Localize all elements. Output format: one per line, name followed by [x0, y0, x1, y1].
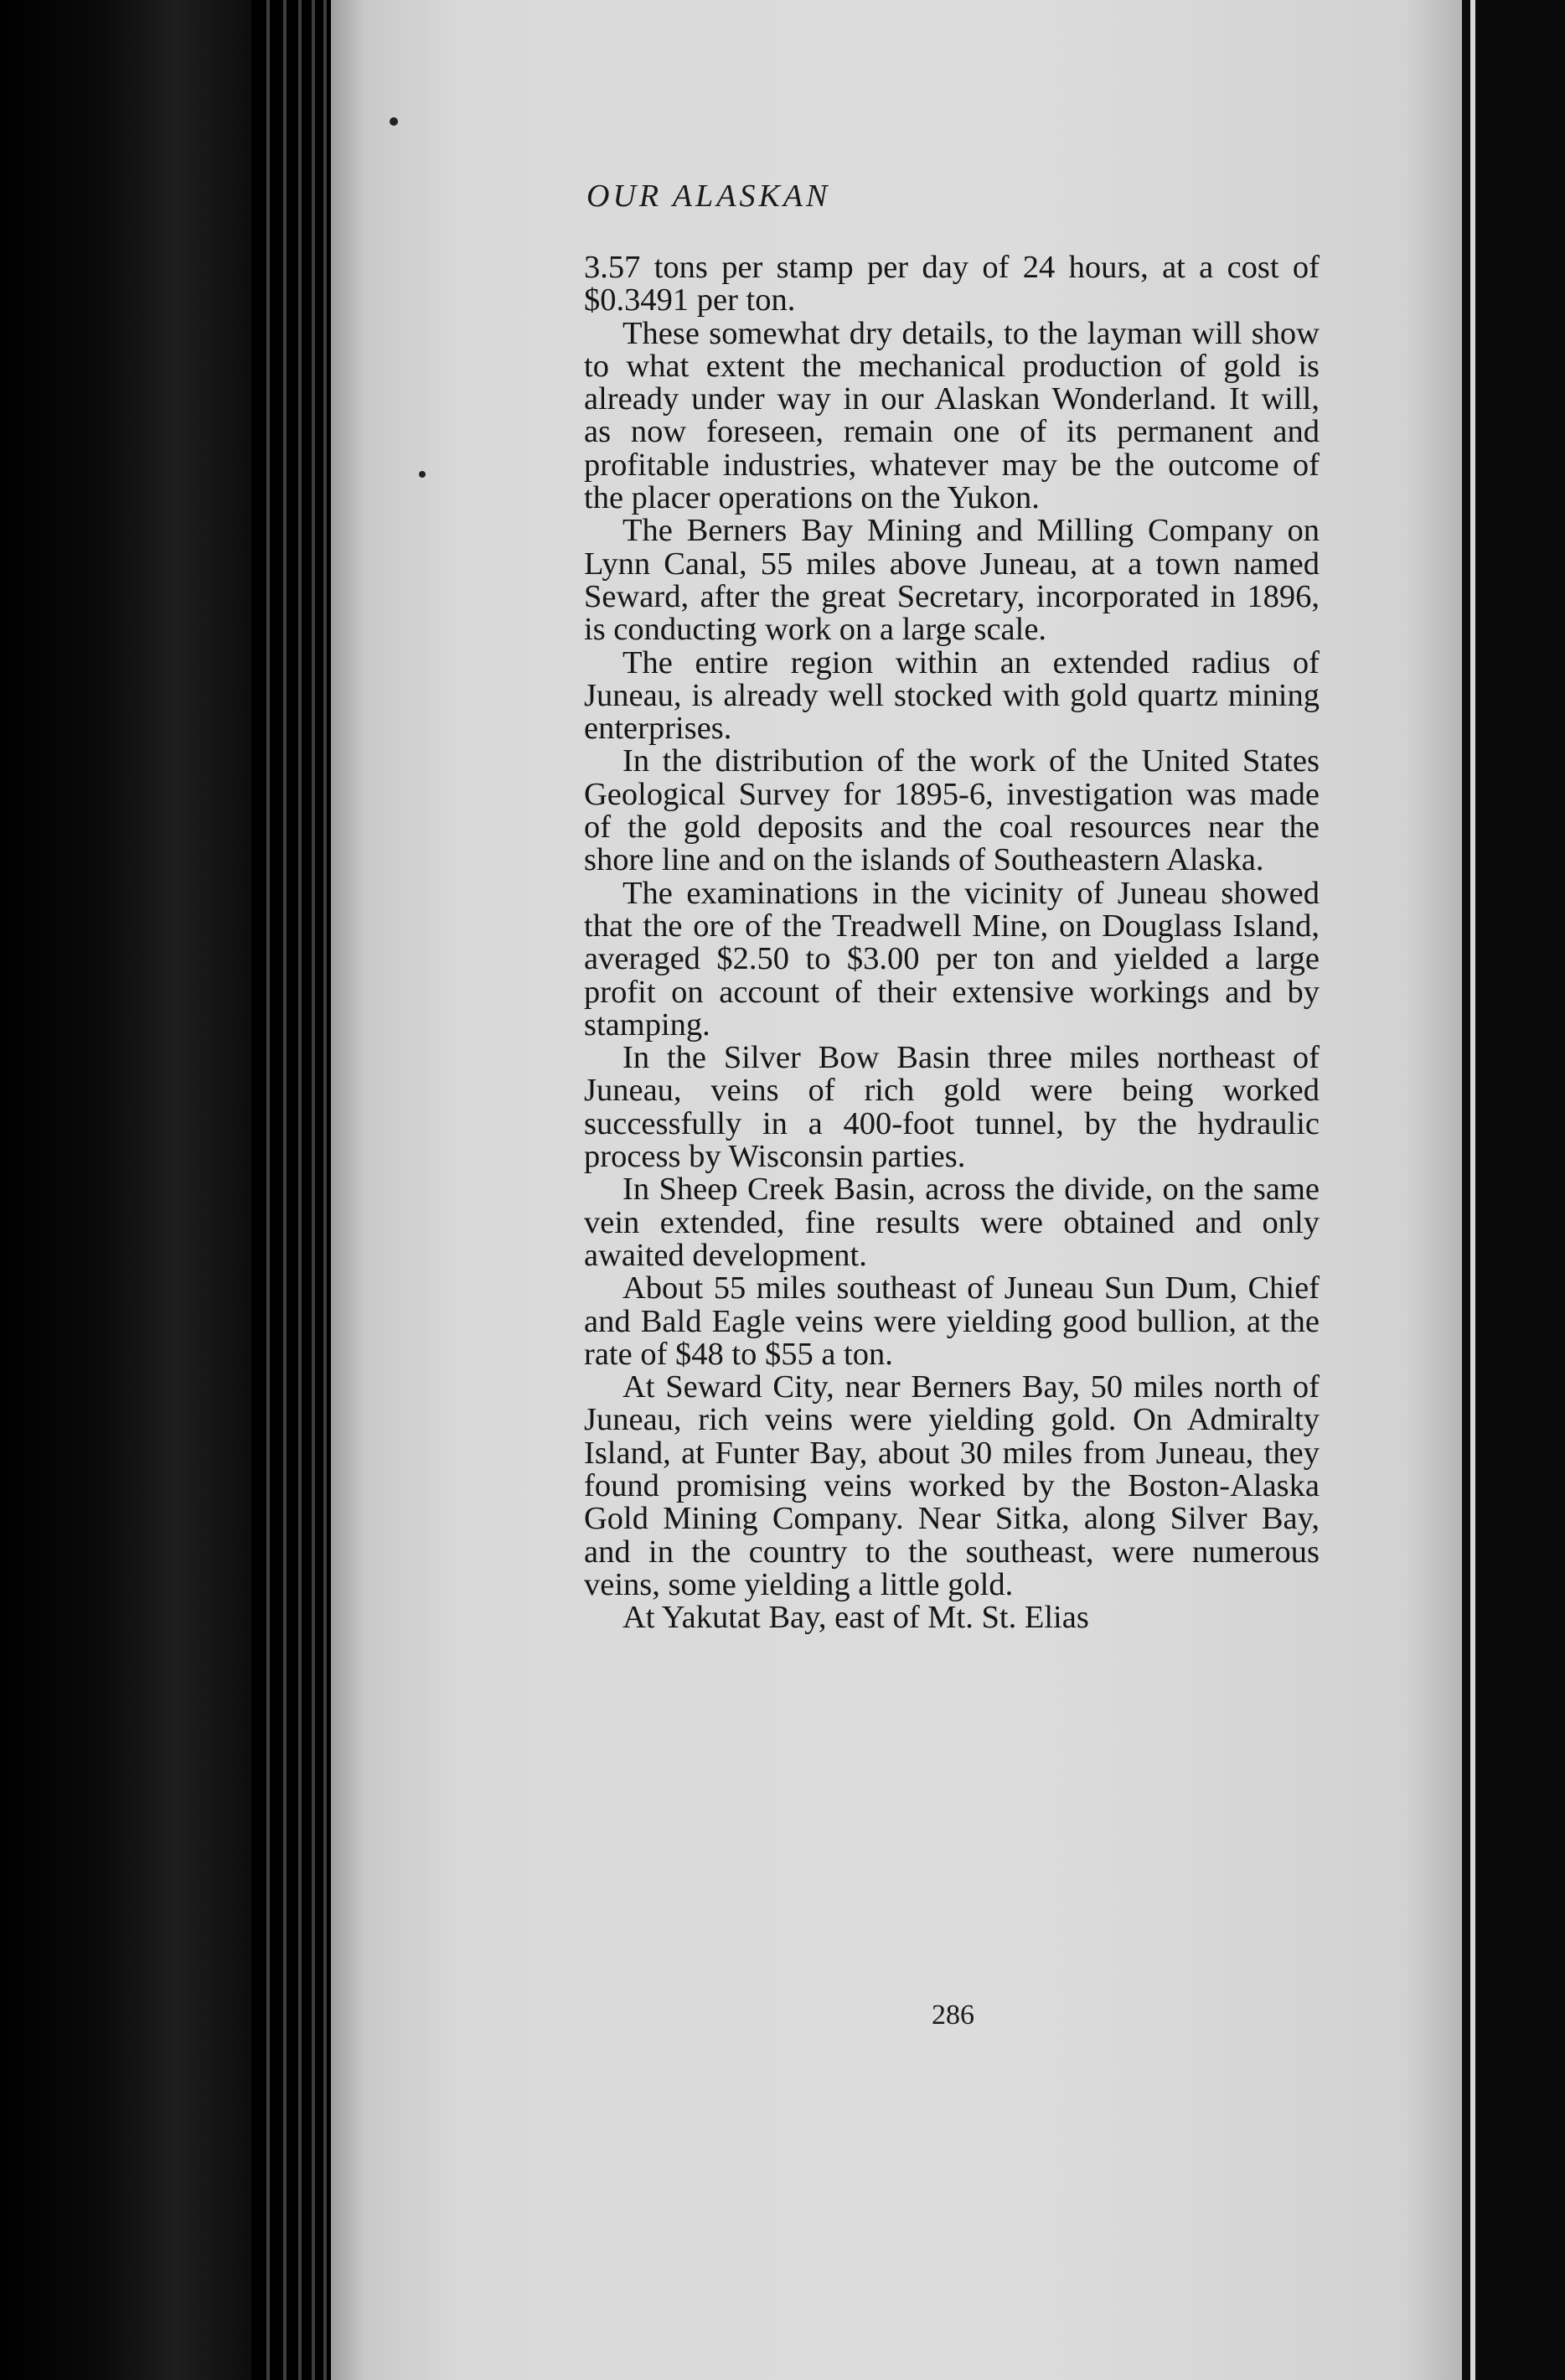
paragraph: At Yakutat Bay, east of Mt. St. Elias	[622, 1600, 1089, 1636]
body-text	[584, 251, 1320, 1634]
adjacent-page-edge	[1462, 0, 1565, 2380]
page-edge-line	[323, 0, 327, 2380]
running-head: OUR ALASKAN	[586, 178, 831, 214]
page-edge-line	[312, 0, 315, 2380]
adjacent-page-line	[1470, 0, 1475, 2380]
paragraph: In the Silver Bow Basin three miles northeast of Juneau, veins of rich gold were being worked successfully in a 400-foot tunnel, by the hydraulic process by Wisconsin parties.	[584, 1040, 1320, 1175]
paragraph: 3.57 tons per stamp per day of 24 hours, at a cost of $0.3491 per ton.	[584, 250, 1320, 318]
paragraph: In Sheep Creek Basin, across the divide, on the same vein extended, fine results were obtained and only awaited development.	[584, 1172, 1320, 1273]
page-edge-line	[283, 0, 287, 2380]
paragraph: About 55 miles southeast of Juneau Sun Dum, Chief and Bald Eagle veins were yielding good bullion, at the rate of $48 to $55 a ton.	[584, 1270, 1320, 1372]
page-edge-line	[298, 0, 302, 2380]
paragraph: The examinations in the vicinity of Juneau showed that the ore of the Treadwell Mine, on Douglass Island, averaged $2.50 to $3.00 per ton and yielded a large profit on account of their extensive workings and by stamping.	[584, 875, 1320, 1043]
paragraph: At Seward City, near Berners Bay, 50 miles north of Juneau, rich veins were yielding gold. On Admiralty Island, at Funter Bay, about 30 miles from Juneau, they found promising veins worked by the Boston-Alaska Gold Mining Company. Near Sitka, along Silver Bay, and in the country to the southeast, were numerous veins, some yielding a little gold.	[584, 1369, 1320, 1602]
paragraph: The Berners Bay Mining and Milling Company on Lynn Canal, 55 miles above Juneau, at a town named Seward, after the great Secretary, incorporated in 1896, is conducting work on a large scale.	[584, 513, 1320, 648]
paragraph: These somewhat dry details, to the layman will show to what extent the mechanical production of gold is already under way in our Alaskan Wonderland. It will, as now foreseen, remain one of its permanent and profitable industries, whatever may be the outcome of the placer operations on the Yukon.	[584, 315, 1320, 516]
stray-ink-mark	[419, 471, 426, 478]
stray-ink-mark	[390, 117, 398, 126]
page-edge-line	[266, 0, 270, 2380]
page-number: 286	[932, 2000, 974, 2031]
paragraph: The entire region within an extended radius of Juneau, is already well stocked with gold quartz mining enterprises.	[584, 644, 1320, 747]
book-binding	[0, 0, 251, 2380]
paragraph: In the distribution of the work of the United States Geological Survey for 1895-6, investigation was made of the gold deposits and the coal resources near the shore line and on the islands of Southeastern Alaska.	[584, 743, 1320, 878]
